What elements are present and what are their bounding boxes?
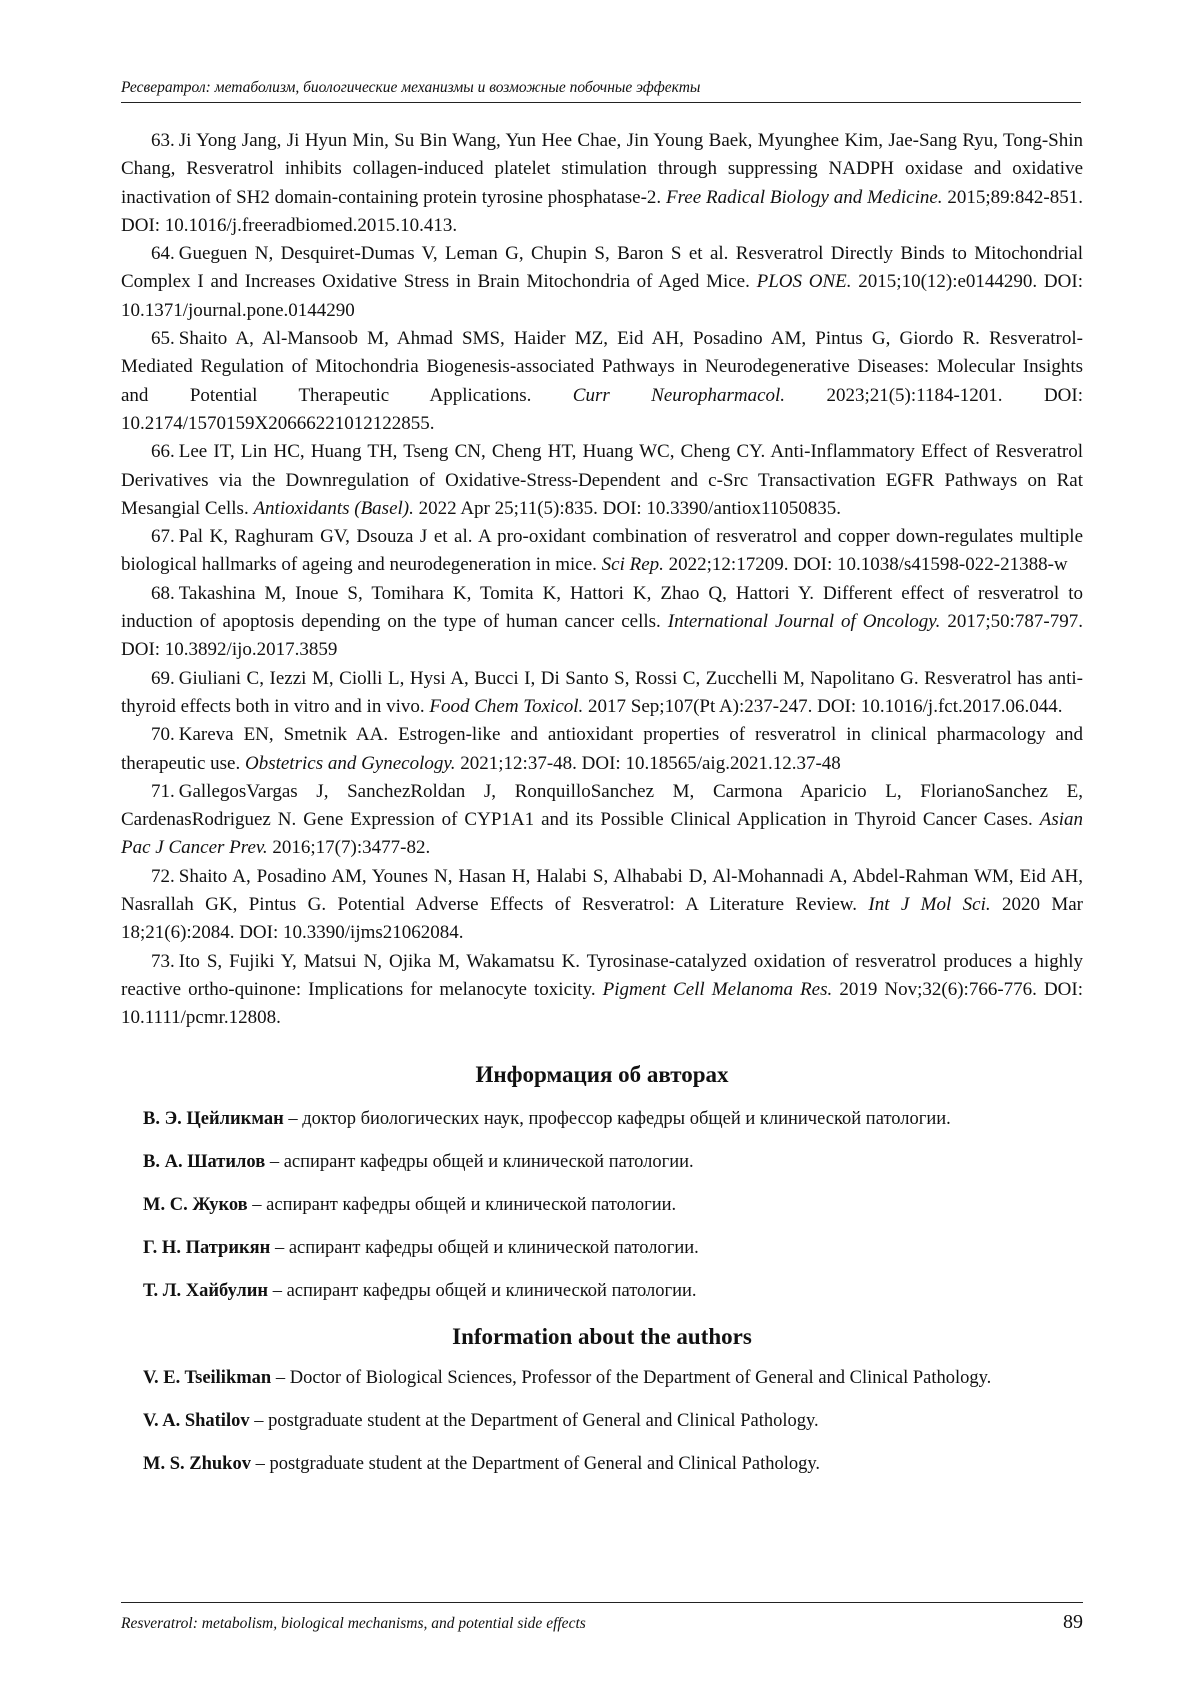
reference-text: Shaito A, Posadino AM, Younes N, Hasan H, Halabi S, Alhababi D, Al-Mohannadi A, Abdel-Rahman WM, Eid AH, Nasrallah GK, Pintus G. Potential Adverse Effects of Resveratrol: A Literature Review. xyxy=(121,865,1083,916)
reference-number: 68. xyxy=(151,582,175,604)
author-entry xyxy=(121,1366,1083,1390)
author-entry xyxy=(121,1107,1083,1131)
running-header xyxy=(121,78,1081,103)
author-name: Г. Н. Патрикян xyxy=(143,1237,271,1258)
reference-item xyxy=(121,721,1083,778)
reference-item xyxy=(121,778,1083,863)
author-entry xyxy=(121,1409,1083,1433)
reference-text: GallegosVargas J, SanchezRoldan J, RonquilloSanchez M, Carmona Aparicio L, FlorianoSanchez E, CardenasRodriguez N. Gene Expression of CYP1A1 and its Possible Clinical Application in Thyroid Cancer Cases. xyxy=(121,780,1083,831)
author-description: – доктор биологических наук, профессор кафедры общей и клинической патологии. xyxy=(283,1108,951,1129)
reference-text: Takashina M, Inoue S, Tomihara K, Tomita K, Hattori K, Zhao Q, Hattori Y. Different effect of resveratrol to induction of apoptosis depending on the type of human cancer cells. xyxy=(121,582,1083,633)
author-entry xyxy=(121,1279,1083,1303)
reference-text: Lee IT, Lin HC, Huang TH, Tseng CN, Cheng HT, Huang WC, Cheng CY. Anti-Inflammatory Effect of Resveratrol Derivatives via the Downregulation of Oxidative-Stress-Dependent and c-Src Transactivation EGFR Pathways on Rat Mesangial Cells. xyxy=(121,441,1083,519)
page-number: 89 xyxy=(1063,1611,1083,1633)
reference-item xyxy=(121,127,1083,240)
reference-number: 67. xyxy=(151,526,175,548)
reference-journal: PLOS ONE. xyxy=(756,271,852,293)
author-name: M. S. Zhukov xyxy=(143,1453,251,1474)
author-name: V. A. Shatilov xyxy=(143,1410,250,1431)
authors-en-list xyxy=(121,1366,1083,1476)
reference-details: 2021;12:37-48. DOI: 10.18565/aig.2021.12.37-48 xyxy=(455,752,841,774)
reference-text: Ito S, Fujiki Y, Matsui N, Ojika M, Wakamatsu K. Tyrosinase-catalyzed oxidation of resveratrol produces a highly reactive ortho-quinone: Implications for melanocyte toxicity. xyxy=(121,950,1083,1000)
reference-number: 70. xyxy=(151,724,175,746)
authors-ru-heading: Информация об авторах xyxy=(475,1061,729,1087)
reference-number: 66. xyxy=(151,441,175,463)
author-description: – аспирант кафедры общей и клинической патологии. xyxy=(268,1280,697,1301)
reference-details: 2023;21(5):1184-1201. DOI: 10.2174/1570159X20666221012122855. xyxy=(121,384,1083,434)
reference-details: 2019 Nov;32(6):766-776. DOI: 10.1111/pcmr.12808. xyxy=(121,978,1083,1029)
reference-text: Gueguen N, Desquiret-Dumas V, Leman G, Chupin S, Baron S et al. Resveratrol Directly Binds to Mitochondrial Complex I and Increases Oxidative Stress in Brain Mitochondria of Aged Mice. xyxy=(121,243,1083,293)
reference-journal: Sci Rep. xyxy=(601,554,664,576)
reference-item xyxy=(121,438,1083,523)
reference-journal: Obstetrics and Gynecology. xyxy=(244,752,456,774)
reference-text: Shaito A, Al-Mansoob M, Ahmad SMS, Haider MZ, Eid AH, Posadino AM, Pintus G, Giordo R. Resveratrol-Mediated Regulation of Mitochondria Biogenesis-associated Pathways in Neurodegenerative Diseases: Molecular Insights and Potential Therapeutic Applications. xyxy=(121,328,1083,406)
authors-en-heading: Information about the authors xyxy=(452,1323,752,1349)
author-name: Т. Л. Хайбулин xyxy=(143,1280,269,1301)
author-entry xyxy=(121,1193,1083,1217)
reference-item xyxy=(121,863,1083,948)
reference-item xyxy=(121,948,1083,1033)
reference-number: 64. xyxy=(151,243,175,265)
author-name: V. E. Tseilikman xyxy=(143,1367,272,1388)
reference-details: 2015;89:842-851. DOI: 10.1016/j.freeradbiomed.2015.10.413. xyxy=(121,186,1083,236)
reference-journal: Free Radical Biology and Medicine. xyxy=(666,186,943,208)
reference-number: 71. xyxy=(151,780,175,802)
author-description: – аспирант кафедры общей и клинической патологии. xyxy=(265,1151,694,1172)
reference-text: Pal K, Raghuram GV, Dsouza J et al. A pro-oxidant combination of resveratrol and copper down-regulates multiple biological hallmarks of ageing and neurodegeneration in mice. xyxy=(121,526,1083,576)
reference-journal: International Journal of Oncology. xyxy=(667,611,941,633)
author-entry xyxy=(121,1236,1083,1260)
reference-text: Giuliani C, Iezzi M, Ciolli L, Hysi A, Bucci I, Di Santo S, Rossi C, Zucchelli M, Napolitano G. Resveratrol has anti-thyroid effects both in vitro and in vivo. xyxy=(121,667,1083,717)
reference-text: Ji Yong Jang, Ji Hyun Min, Su Bin Wang, Yun Hee Chae, Jin Young Baek, Myunghee Kim, Jae-Sang Ryu, Tong-Shin Chang, Resveratrol inhibits collagen-induced platelet stimulation through suppressing NADPH oxidase and oxidative inactivation of SH2 domain-containing protein tyrosine phosphatase-2. xyxy=(121,130,1083,208)
reference-text: Kareva EN, Smetnik AA. Estrogen-like and antioxidant properties of resveratrol in clinical pharmacology and therapeutic use. xyxy=(121,724,1083,774)
reference-journal: Food Chem Toxicol. xyxy=(429,695,584,717)
author-description: – аспирант кафедры общей и клинической патологии. xyxy=(247,1194,677,1215)
reference-details: 2017;50:787-797. DOI: 10.3892/ijo.2017.3859 xyxy=(121,611,1083,661)
reference-item xyxy=(121,240,1083,325)
content xyxy=(121,127,1083,1495)
author-entry xyxy=(121,1452,1083,1476)
author-description: – postgraduate student at the Department of General and Clinical Pathology. xyxy=(250,1453,821,1474)
reference-item xyxy=(121,580,1083,665)
reference-number: 69. xyxy=(151,667,175,689)
reference-number: 65. xyxy=(151,328,175,350)
reference-journal: Asian Pac J Cancer Prev. xyxy=(121,809,1083,859)
author-entry xyxy=(121,1150,1083,1174)
author-name: В. Э. Цейликман xyxy=(143,1108,284,1129)
reference-journal: Antioxidants (Basel). xyxy=(253,497,414,519)
reference-number: 72. xyxy=(151,865,175,887)
reference-details: 2020 Mar 18;21(6):2084. DOI: 10.3390/ijms21062084. xyxy=(121,894,1084,944)
reference-item xyxy=(121,325,1083,438)
reference-details: 2017 Sep;107(Pt A):237-247. DOI: 10.1016/j.fct.2017.06.044. xyxy=(583,695,1063,717)
author-description: – Doctor of Biological Sciences, Professor of the Department of General and Clinical Pathology. xyxy=(271,1367,992,1388)
reference-details: 2022;12:17209. DOI: 10.1038/s41598-022-21388-w xyxy=(663,554,1068,576)
reference-number: 73. xyxy=(151,950,175,972)
reference-details: 2016;17(7):3477-82. xyxy=(267,837,431,859)
reference-details: 2015;10(12):e0144290. DOI: 10.1371/journal.pone.0144290 xyxy=(121,271,1083,321)
running-footer xyxy=(121,1602,1083,1637)
reference-journal: Curr Neuropharmacol. xyxy=(572,384,786,406)
reference-list xyxy=(121,127,1083,1033)
author-name: М. С. Жуков xyxy=(143,1194,248,1215)
running-footer-title: Resveratrol: metabolism, biological mechanisms, and potential side effects xyxy=(121,1615,586,1632)
reference-details: 2022 Apr 25;11(5):835. DOI: 10.3390/antiox11050835. xyxy=(413,497,841,519)
running-header-title: Ресвератрол: метаболизм, биологические механизмы и возможные побочные эффекты xyxy=(121,79,701,96)
reference-item xyxy=(121,665,1083,722)
reference-journal: Pigment Cell Melanoma Res. xyxy=(602,978,833,1000)
author-description: – postgraduate student at the Department of General and Clinical Pathology. xyxy=(249,1410,819,1431)
reference-item xyxy=(121,523,1083,580)
author-description: – аспирант кафедры общей и клинической патологии. xyxy=(270,1237,699,1258)
reference-journal: Int J Mol Sci. xyxy=(868,894,991,916)
author-name: В. А. Шатилов xyxy=(143,1151,266,1172)
reference-number: 63. xyxy=(151,130,175,151)
authors-ru-list xyxy=(121,1107,1083,1303)
